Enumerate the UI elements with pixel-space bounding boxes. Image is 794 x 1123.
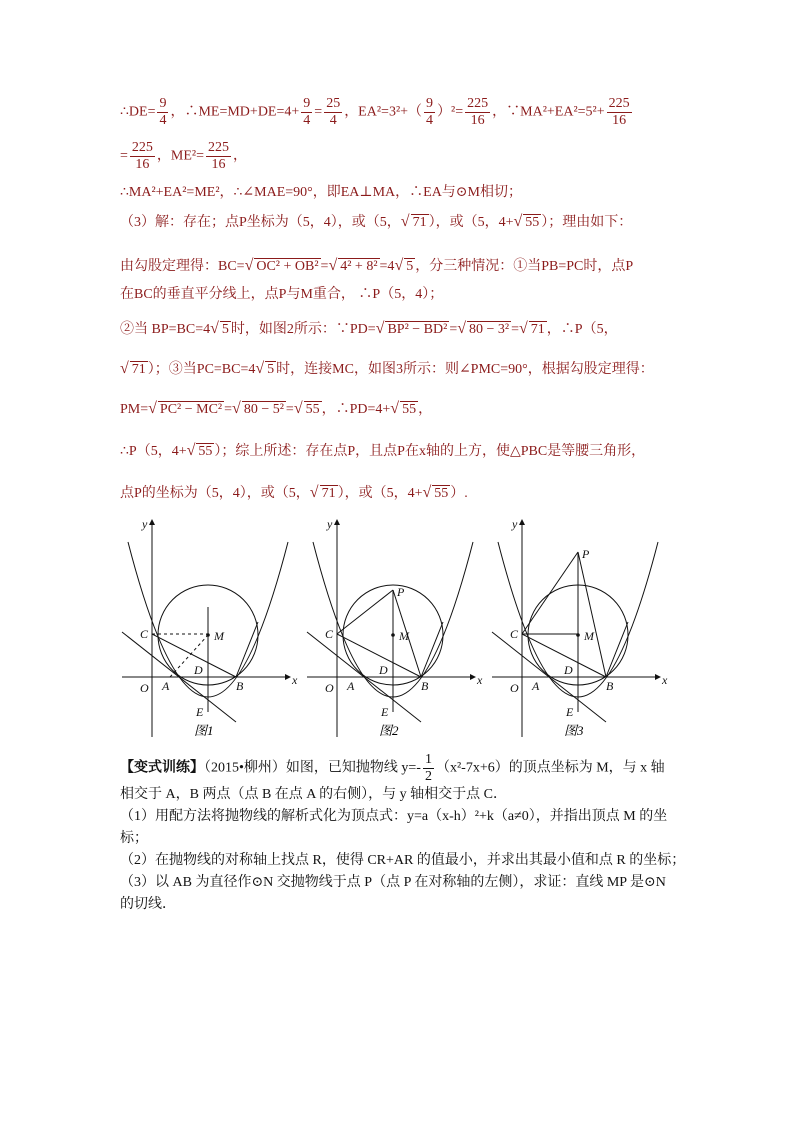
label-c: C (140, 627, 149, 641)
label-a: A (162, 679, 170, 693)
point-m (576, 633, 580, 637)
sqrt: BP² − BD² (387, 322, 448, 337)
line-bm (606, 622, 628, 677)
solution-line-7: ②当 BP=BC=4√ 5 时，如图2所示：∵PD=√ BP² − BD² =√ 80 − 3² =√ 71 ，∴P（5， (120, 320, 618, 337)
text: 时，如图2所示：∵PD= (230, 322, 376, 337)
text: ）；③当PC=BC=4 (147, 362, 256, 377)
text: ，分三种情况：①当PB=PC时，点P (415, 259, 634, 274)
solution-line-3: ∴MA²+EA²=ME²，∴∠MAE=90°，即EA⊥MA，∴EA与⊙M相切； (120, 185, 522, 200)
text: （2015•柳州）如图，已知抛物线 y=- (204, 760, 421, 776)
sqrt: 55 (198, 444, 213, 459)
text: PM= (120, 402, 149, 417)
label-x: x (662, 673, 668, 687)
text: = (285, 402, 294, 417)
sqrt: 71 (131, 362, 146, 377)
fraction-9-4: $\frac{9}{4}$ (303, 96, 311, 128)
solution-line-8: √ 71 ）；③当PC=BC=4√ 5 时，连接MC，如图3所示：则∠PMC=90°，根据勾股定理得： (120, 360, 654, 377)
label-d: D (379, 663, 388, 677)
text: ②当 BP=BC=4 (120, 322, 211, 337)
figure-row (118, 512, 678, 744)
exercise-line-5: （2）在抛物线的对称轴上找点 R，使得 CR+AR 的值最小，并求出其最小值和点 R 的坐标； (120, 853, 686, 868)
text: （3）解：存在；点P坐标为（5，4），或（5， (120, 215, 401, 230)
exercise-line-2: 相交于 A，B 两点（点 B 在点 A 的右侧），与 y 轴相交于点 C． (120, 787, 507, 802)
sqrt: 55 (434, 486, 449, 501)
label-d: D (564, 663, 573, 677)
text: ∴DE= (120, 104, 156, 120)
exercise-line-4: 标； (120, 831, 148, 846)
sqrt: 5 (406, 259, 414, 274)
text: = (511, 322, 520, 337)
fraction-9-4: $\frac{9}{4}$ (426, 96, 434, 128)
solution-line-5: 由勾股定理得：BC=√ OC² + OB² =√ 4² + 8² =4√ 5 ，分三种情况：①当PB=PC时，点P (120, 257, 634, 274)
sqrt: 71 (321, 486, 336, 501)
solution-line-1 (120, 96, 634, 129)
text: ，∴P（5， (546, 322, 618, 337)
solution-line-11: 点P的坐标为（5，4），或（5，√ 71 ），或（5，4+√ 55 ）. (120, 484, 468, 501)
sqrt: 5 (267, 362, 275, 377)
sqrt: 80 − 3² (469, 322, 510, 337)
sqrt: 71 (412, 215, 427, 230)
line-cp (337, 590, 393, 634)
label-m: M (214, 629, 224, 643)
label-e: E (566, 705, 574, 719)
label-c: C (325, 627, 334, 641)
fraction-225-16: $\frac{225}{16}$ (131, 140, 153, 172)
text: 时，连接MC，如图3所示：则∠PMC=90°，根据勾股定理得： (276, 362, 654, 377)
exercise-line-3: （1）用配方法将抛物线的解析式化为顶点式：y=a（x-h）²+k（a≠0），并指出顶点 M 的坐 (120, 809, 668, 824)
figure-3 (488, 512, 668, 744)
label-x: x (477, 673, 483, 687)
exercise-line-1 (120, 752, 665, 785)
caption-figure-2: 图2 (379, 723, 399, 738)
sqrt: 55 (402, 402, 417, 417)
text: ）²= (437, 104, 464, 120)
text: = (320, 259, 329, 274)
text: ，EA²=3²+（ (344, 104, 423, 120)
text: =4 (379, 259, 395, 274)
label-o: O (325, 681, 334, 695)
label-y: y (142, 517, 148, 531)
label-y: y (512, 517, 518, 531)
line-bm (421, 622, 443, 677)
fraction-225-16: $\frac{225}{16}$ (608, 96, 630, 128)
text: = (224, 402, 233, 417)
sqrt: 71 (530, 322, 545, 337)
fraction-225-16: $\frac{225}{16}$ (467, 96, 489, 128)
label-e: E (196, 705, 204, 719)
text: ，∵MA²+EA²=5²+ (492, 104, 605, 120)
sqrt: 5 (221, 322, 229, 337)
text: ）；综上所述：存在点P，且点P在x轴的上方，使△PBC是等腰三角形， (214, 444, 646, 459)
label-m: M (399, 629, 409, 643)
fraction-1-2: $\frac{1}{2}$ (424, 752, 432, 784)
solution-line-2 (120, 140, 247, 173)
solution-line-6: 在BC的垂直平分线上，点P与M重合， ∴P（5，4）； (120, 287, 444, 302)
text: = (120, 148, 128, 164)
text: ， (233, 148, 247, 164)
solution-line-4: （3）解：存在；点P坐标为（5，4），或（5，√ 71 ），或（5，4+√ 55 ）；理由如下： (120, 213, 633, 230)
label-x: x (292, 673, 298, 687)
line-bm (236, 622, 258, 677)
sqrt: PC² − MC² (159, 402, 223, 417)
label-o: O (510, 681, 519, 695)
text: ， (418, 402, 433, 417)
caption-figure-1: 图1 (194, 723, 214, 738)
label-o: O (140, 681, 149, 695)
fraction-25-4: $\frac{25}{4}$ (326, 96, 341, 128)
label-a: A (532, 679, 540, 693)
sqrt: 80 − 5² (243, 402, 284, 417)
label-p: P (582, 547, 590, 561)
caption-figure-3: 图3 (564, 723, 584, 738)
label-b: B (421, 679, 429, 693)
text: ），或（5，4+ (428, 215, 514, 230)
text: （x²-7x+6）的顶点坐标为 M，与 x 轴 (435, 760, 665, 776)
line-cp (522, 552, 578, 634)
text: ），或（5，4+ (337, 486, 423, 501)
text: ）. (450, 486, 468, 501)
sqrt: 55 (305, 402, 320, 417)
text: 点P的坐标为（5，4），或（5， (120, 486, 310, 501)
fraction-225-16: $\frac{225}{16}$ (208, 140, 229, 172)
label-b: B (606, 679, 614, 693)
text: ，ME²= (156, 148, 204, 164)
label-p: P (397, 585, 405, 599)
label-a: A (347, 679, 355, 693)
solution-line-9: PM=√ PC² − MC² =√ 80 − 5² =√ 55 ，∴PD=4+√ 55 ， (120, 400, 433, 417)
line-pb (578, 552, 606, 677)
sqrt: OC² + OB² (256, 259, 319, 274)
label-e: E (381, 705, 389, 719)
point-m (206, 633, 210, 637)
exercise-tag: 【变式训练】 (120, 760, 204, 776)
fraction-9-4: $\frac{9}{4}$ (159, 96, 167, 128)
text: = (449, 322, 458, 337)
label-m: M (584, 629, 594, 643)
sqrt: 55 (525, 215, 540, 230)
text: = (314, 104, 323, 120)
label-b: B (236, 679, 244, 693)
solution-line-10: ∴P（5，4+√ 55 ）；综上所述：存在点P，且点P在x轴的上方，使△PBC是等腰三角形， (120, 442, 646, 459)
text: ）；理由如下： (541, 215, 633, 230)
text: 由勾股定理得：BC= (120, 259, 245, 274)
label-y: y (327, 517, 333, 531)
figure-1 (118, 512, 298, 744)
label-c: C (510, 627, 519, 641)
text: ∴P（5，4+ (120, 444, 187, 459)
exercise-line-7: 的切线． (120, 897, 176, 912)
label-d: D (194, 663, 203, 677)
text: ，∴PD=4+ (321, 402, 391, 417)
figure-2 (303, 512, 483, 744)
exercise-line-6: （3）以 AB 为直径作⊙N 交抛物线于点 P（点 P 在对称轴的左侧），求证：直线 MP 是⊙N (120, 875, 666, 890)
point-m (391, 633, 395, 637)
text: ，∴ME=MD+DE=4+ (170, 104, 300, 120)
sqrt: 4² + 8² (340, 259, 378, 274)
